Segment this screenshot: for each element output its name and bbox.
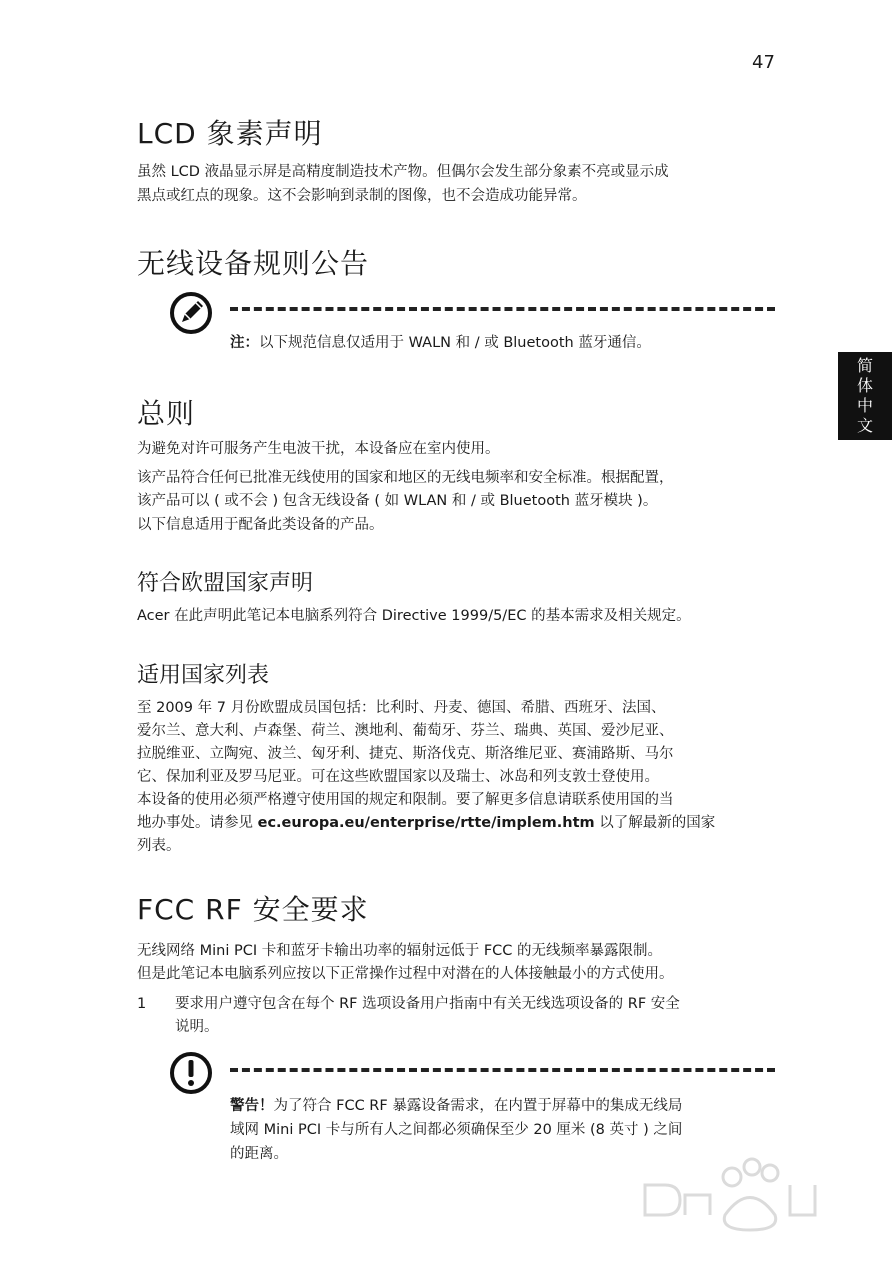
fcc-line-2: 但是此笔记本电脑系列应按以下正常操作过程中对潜在的人体接触最小的方式使用。	[137, 966, 674, 982]
warning-line-1	[230, 1094, 682, 1118]
warning-label: 警告！	[230, 1098, 274, 1114]
note-text: 以下规范信息仅适用于 WALN 和 / 或 Bluetooth 蓝牙通信。	[259, 335, 651, 351]
lcd-heading: LCD 象素声明	[137, 117, 323, 150]
warning-line-2: 域网 Mini PCI 卡与所有人之间都必须确保至少 20 厘米 (8 英寸 ) 之间	[230, 1122, 683, 1138]
countries-line-6-post: 以了解最新的国家	[594, 815, 716, 831]
countries-line-5: 本设备的使用必须严格遵守使用国的规定和限制。要了解更多信息请联系使用国的当	[137, 792, 674, 808]
eu-link[interactable]: ec.europa.eu/enterprise/rtte/implem.htm	[257, 815, 595, 831]
warning-exclamation-icon	[168, 1050, 214, 1096]
countries-line-6-pre: 地办事处。请参见	[137, 815, 258, 831]
page-number: 47	[752, 52, 775, 73]
countries-heading: 适用国家列表	[137, 663, 270, 688]
eu-line: Acer 在此声明此笔记本电脑系列符合 Directive 1999/5/EC 的基本需求及相关规定。	[137, 608, 691, 624]
countries-line-1: 至 2009 年 7 月份欧盟成员国包括：比利时、丹麦、德国、希腊、西班牙、法国、	[137, 700, 666, 716]
note-label: 注：	[230, 335, 259, 351]
lcd-line-2: 黑点或红点的现象。这不会影响到录制的图像，也不会造成功能异常。	[137, 188, 587, 204]
warning-line-3: 的距离。	[230, 1146, 288, 1162]
general-heading: 总则	[137, 397, 196, 430]
fcc-item-line-2: 说明。	[175, 1019, 219, 1035]
lcd-line-1: 虽然 LCD 液晶显示屏是高精度制造技术产物。但偶尔会发生部分象素不亮或显示成	[137, 164, 669, 180]
note-pen-icon	[168, 290, 214, 336]
fcc-item-line-1: 要求用户遵守包含在每个 RF 选项设备用户指南中有关无线选项设备的 RF 安全	[175, 996, 680, 1012]
general-line-3: 该产品可以 ( 或不会 ) 包含无线设备 ( 如 WLAN 和 / 或 Bluetooth 蓝牙模块 )。	[137, 493, 658, 509]
countries-line-7: 列表。	[137, 838, 181, 854]
countries-line-4: 它、保加利亚及罗马尼亚。可在这些欧盟国家以及瑞士、冰岛和列支敦士登使用。	[137, 769, 659, 785]
eu-heading: 符合欧盟国家声明	[137, 571, 314, 596]
wireless-note	[230, 331, 651, 355]
fcc-line-1: 无线网络 Mini PCI 卡和蓝牙卡输出功率的辐射远低于 FCC 的无线频率暴露限制。	[137, 943, 663, 959]
fcc-item-number: 1	[137, 996, 147, 1012]
general-line-1: 为避免对许可服务产生电波干扰，本设备应在室内使用。	[137, 441, 500, 457]
fcc-heading: FCC RF 安全要求	[137, 893, 369, 926]
warning-divider	[230, 1068, 775, 1072]
side-tab-label: 简体中文	[856, 356, 873, 435]
note-divider	[230, 307, 775, 311]
wireless-heading: 无线设备规则公告	[137, 247, 370, 280]
countries-line-2: 爱尔兰、意大利、卢森堡、荷兰、澳地利、葡萄牙、芬兰、瑞典、英国、爱沙尼亚、	[137, 723, 674, 739]
countries-line-3: 拉脱维亚、立陶宛、波兰、匈牙利、捷克、斯洛伐克、斯洛维尼亚、赛浦路斯、马尔	[137, 746, 674, 762]
general-line-4: 以下信息适用于配备此类设备的产品。	[137, 517, 384, 533]
language-side-tab	[838, 352, 892, 440]
general-line-2: 该产品符合任何已批准无线使用的国家和地区的无线电频率和安全标准。根据配置，	[137, 470, 674, 486]
warning-text-1: 为了符合 FCC RF 暴露设备需求，在内置于屏幕中的集成无线局	[273, 1098, 683, 1114]
watermark-logo	[640, 1155, 850, 1265]
countries-line-6	[137, 812, 715, 836]
